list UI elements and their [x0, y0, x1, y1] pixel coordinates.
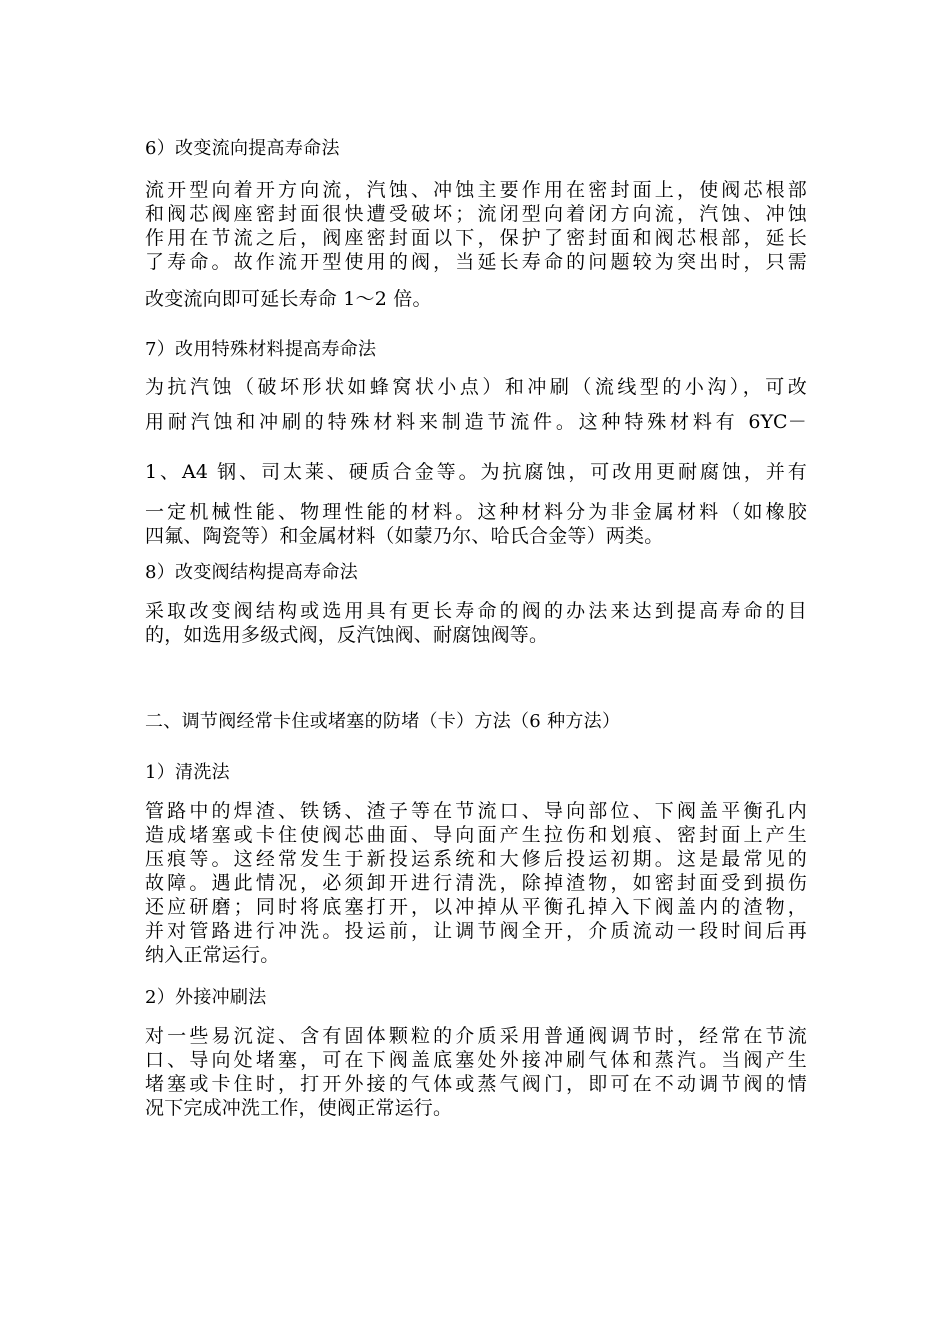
paragraph-line: 改变流向即可延长寿命 1～2 倍。 — [145, 288, 432, 310]
paragraph-line: 管路中的焊渣、铁锈、渣子等在节流口、导向部位、下阀盖平衡孔内 — [145, 800, 807, 822]
paragraph-line: 纳入正常运行。 — [145, 944, 280, 966]
heading-6 — [145, 137, 807, 161]
paragraph-7-line-3 — [145, 460, 807, 484]
paragraph-line: 压痕等。这经常发生于新投运系统和大修后投运初期。这是最常见的 — [145, 848, 807, 870]
section-2-heading-text: 二、调节阀经常卡住或堵塞的防堵（卡）方法（6 种方法） — [145, 711, 621, 732]
heading-7-text: 7）改用特殊材料提高寿命法 — [145, 339, 377, 360]
paragraph-7-line-2 — [145, 410, 807, 434]
paragraph-line: 况下完成冲洗工作，使阀正常运行。 — [145, 1097, 453, 1119]
section-2-heading — [145, 710, 807, 734]
heading-6-text: 6）改变流向提高寿命法 — [145, 138, 340, 159]
paragraph-line: 的，如选用多级式阀，反汽蚀阀、耐腐蚀阀等。 — [145, 624, 549, 646]
paragraph-line: 一定机械性能、物理性能的材料。这种材料分为非金属材料（如橡胶 — [145, 501, 807, 523]
paragraph-line: 1、A4 钢、司太莱、硬质合金等。为抗腐蚀，可改用更耐腐蚀，并有 — [145, 461, 807, 483]
paragraph-line: 还应研磨；同时将底塞打开，以冲掉从平衡孔掉入下阀盖内的渣物， — [145, 896, 807, 918]
paragraph-line: 对一些易沉淀、含有固体颗粒的介质采用普通阀调节时，经常在节流 — [145, 1025, 807, 1047]
paragraph-s2 — [145, 1024, 807, 1120]
heading-8-text: 8）改变阀结构提高寿命法 — [145, 562, 359, 583]
paragraph-line: 了寿命。故作流开型使用的阀，当延长寿命的问题较为突出时，只需 — [145, 251, 807, 273]
paragraph-8 — [145, 599, 807, 647]
paragraph-line: 四氟、陶瓷等）和金属材料（如蒙乃尔、哈氏合金等）两类。 — [145, 525, 664, 547]
paragraph-line: 流开型向着开方向流，汽蚀、冲蚀主要作用在密封面上，使阀芯根部 — [145, 179, 807, 201]
paragraph-7-part-c — [145, 500, 807, 548]
paragraph-s1 — [145, 799, 807, 967]
paragraph-line: 造成堵塞或卡住使阀芯曲面、导向面产生拉伤和划痕、密封面上产生 — [145, 824, 807, 846]
subheading-2-text: 2）外接冲刷法 — [145, 987, 267, 1008]
paragraph-6-part-a — [145, 178, 807, 274]
subheading-1-text: 1）清洗法 — [145, 762, 230, 783]
paragraph-line: 堵塞或卡住时，打开外接的气体或蒸气阀门，即可在不动调节阀的情 — [145, 1073, 807, 1095]
heading-7 — [145, 338, 807, 362]
paragraph-line: 作用在节流之后，阀座密封面以下，保护了密封面和阀芯根部，延长 — [145, 227, 807, 249]
paragraph-7-line-1 — [145, 375, 807, 399]
paragraph-line: 口、导向处堵塞，可在下阀盖底塞处外接冲刷气体和蒸汽。当阀产生 — [145, 1049, 807, 1071]
paragraph-line: 为抗汽蚀（破坏形状如蜂窝状小点）和冲刷（流线型的小沟），可改 — [145, 376, 807, 398]
subheading-2 — [145, 986, 807, 1010]
paragraph-line: 和阀芯阀座密封面很快遭受破坏；流闭型向着闭方向流，汽蚀、冲蚀 — [145, 203, 807, 225]
paragraph-line: 采取改变阀结构或选用具有更长寿命的阀的办法来达到提高寿命的目 — [145, 600, 807, 622]
subheading-1 — [145, 761, 807, 785]
paragraph-line: 并对管路进行冲洗。投运前，让调节阀全开，介质流动一段时间后再 — [145, 920, 807, 942]
paragraph-line: 故障。遇此情况，必须卸开进行清洗，除掉渣物，如密封面受到损伤 — [145, 872, 807, 894]
heading-8 — [145, 561, 807, 585]
paragraph-line: 用耐汽蚀和冲刷的特殊材料来制造节流件。这种特殊材料有 6YC－ — [145, 411, 807, 433]
paragraph-6-part-b — [145, 287, 807, 311]
